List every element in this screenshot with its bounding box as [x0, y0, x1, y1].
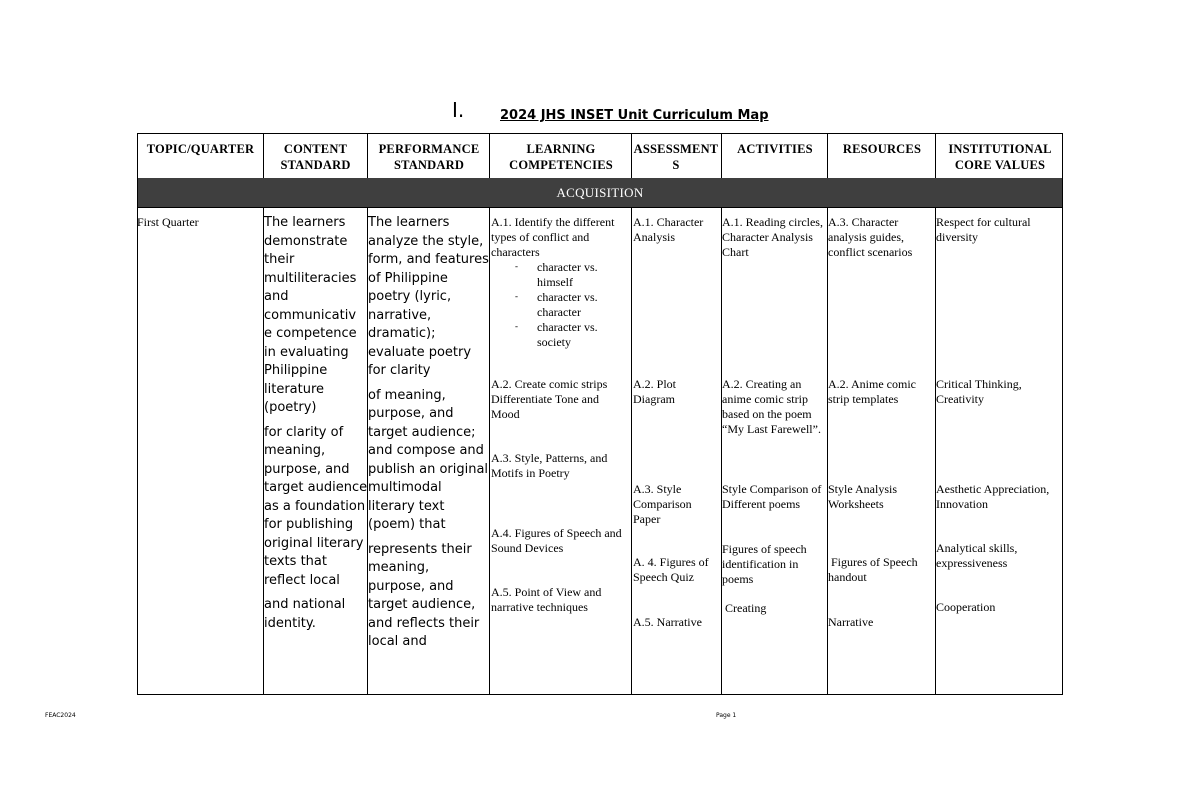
list-item-text: character vs. society [537, 320, 598, 349]
header-learning-competencies: LEARNING COMPETENCIES [509, 142, 613, 172]
list-item: - character vs. society [515, 320, 598, 349]
header-topic-quarter: TOPIC/QUARTER [146, 142, 255, 156]
core-value-a1: Respect for cultural diversity [936, 215, 1031, 244]
header-resources: RESOURCES [842, 142, 922, 156]
resource-a4: Figures of Speech handout [828, 555, 921, 584]
performance-standard-text [368, 214, 490, 652]
performance-standard-p3: represents their meaning, purpose, and target audience, and reflects their local and [368, 541, 480, 649]
header-core-values: INSTITUTIONAL CORE VALUES [948, 142, 1052, 172]
content-standard-text [264, 214, 368, 633]
core-value-a5: Cooperation [936, 600, 996, 614]
core-value-a4: Analytical skills, expressiveness [936, 541, 1018, 570]
performance-standard-p2: of meaning, purpose, and target audience; and compose and publish an original multimodal literary text (poem) that [368, 387, 489, 532]
content-standard-p3: and national identity. [264, 597, 346, 631]
list-item: - character vs. character [515, 290, 598, 319]
resource-a5: Narrative [828, 615, 874, 629]
assessment-a1: A.1. Character Analysis [633, 215, 704, 244]
topic-first-quarter: First Quarter [137, 215, 199, 229]
activity-a4: Figures of speech identification in poems [722, 542, 807, 586]
resource-a2: A.2. Anime comic strip templates [828, 377, 916, 406]
header-activities: ACTIVITIES [737, 142, 813, 156]
list-item-text: character vs. character [537, 290, 598, 319]
header-content-standard: CONTENT STANDARD [280, 142, 351, 172]
competency-a3: A.3. Style, Patterns, and Motifs in Poetry [491, 451, 608, 480]
conflict-types-list [515, 260, 627, 350]
activity-a2: A.2. Creating an anime comic strip based on the poem “My Last Farewell”. [722, 377, 821, 436]
competency-a1: A.1. Identify the different types of conflict and characters [491, 215, 615, 259]
resource-a1: A.3. Character analysis guides, conflict scenarios [828, 215, 913, 259]
section-acquisition-bar: ACQUISITION [138, 178, 1062, 207]
activity-a5: Creating [722, 601, 767, 615]
footer-page-number: Page 1 [716, 712, 737, 719]
activity-a3: Style Comparison of Different poems [722, 482, 822, 511]
list-item: - character vs. himself [515, 260, 598, 289]
competency-a2: A.2. Create comic strips Differentiate Tone and Mood [491, 377, 608, 421]
assessment-a2: A.2. Plot Diagram [633, 377, 677, 406]
activity-a1: A.1. Reading circles, Character Analysis Chart [722, 215, 823, 259]
competency-a5: A.5. Point of View and narrative techniques [491, 585, 602, 614]
resource-a3: Style Analysis Worksheets [828, 482, 898, 511]
assessment-a5: A.5. Narrative [633, 615, 702, 629]
competency-a4: A.4. Figures of Speech and Sound Devices [491, 526, 622, 555]
performance-standard-p1: The learners analyze the style, form, and features of Philippine poetry (lyric, narrative, dramatic); evaluate poetry for clarity [368, 215, 489, 378]
content-standard-p1: The learners demonstrate their multiliteracies and communicativ e competence in evaluating Philippine literature (poetry) [264, 215, 357, 415]
list-item-text: character vs. himself [537, 260, 598, 289]
assessment-a3: A.3. Style Comparison Paper [633, 482, 692, 526]
core-value-a3: Aesthetic Appreciation, Innovation [936, 482, 1050, 511]
footer-code: FEAC2024 [45, 712, 76, 719]
document-title: 2024 JHS INSET Unit Curriculum Map [500, 108, 769, 123]
core-value-a2: Critical Thinking, Creativity [936, 377, 1022, 406]
row-divider [138, 207, 1062, 208]
content-standard-p2: for clarity of meaning, purpose, and target audience as a foundation for publishing original literary texts that reflect local [264, 424, 368, 588]
assessment-a4: A. 4. Figures of Speech Quiz [633, 555, 709, 584]
header-assessments: ASSESSMENT S [633, 142, 719, 172]
column-divider [631, 134, 632, 694]
header-performance-standard: PERFORMANCE STANDARD [378, 142, 480, 172]
curriculum-map-table [137, 133, 1063, 695]
roman-numeral: I. [452, 98, 465, 122]
